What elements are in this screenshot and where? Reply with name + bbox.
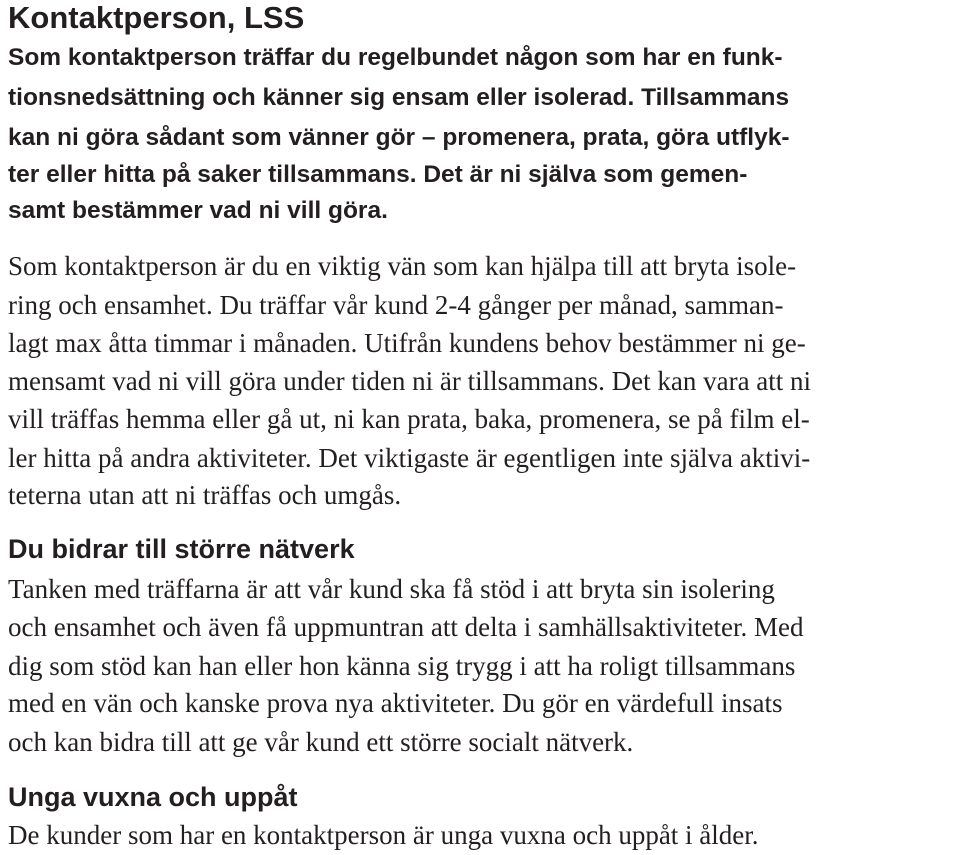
paragraph-line: Tanken med träffarna är att vår kund ska få stöd i att bryta sin isolering [8,574,775,604]
paragraph-line: vill träffas hemma eller gå ut, ni kan prata, baka, promenera, se på film el- [8,404,810,434]
lead-line: kan ni göra sådant som vänner gör – promenera, prata, göra utflyk- [8,124,790,151]
lead-line: tionsnedsättning och känner sig ensam eller isolerad. Tillsammans [8,84,790,111]
paragraph-line: ler hitta på andra aktiviteter. Det viktigaste är egentligen inte själva aktivi- [8,443,811,473]
page-title: Kontaktperson, LSS [8,0,305,35]
paragraph-line: med en vän och kanske prova nya aktiviteter. Du gör en värdefull insats [8,688,783,718]
paragraph-line: Som kontaktperson är du en viktig vän som kan hjälpa till att bryta isole- [8,251,797,281]
paragraph-line: De kunder som har en kontaktperson är unga vuxna och uppåt i ålder. [8,820,759,850]
lead-line: ter eller hitta på saker tillsammans. Det är ni själva som gemen- [8,161,748,188]
paragraph-line: och kan bidra till att ge vår kund ett större socialt nätverk. [8,727,634,757]
lead-line: samt bestämmer vad ni vill göra. [8,197,388,224]
paragraph-line: ring och ensamhet. Du träffar vår kund 2-4 gånger per månad, samman- [8,290,784,320]
paragraph-line: mensamt vad ni vill göra under tiden ni är tillsammans. Det kan vara att ni [8,366,812,396]
paragraph-line: lagt max åtta timmar i månaden. Utifrån kundens behov bestämmer ni ge- [8,328,806,358]
section-heading-young-adults: Unga vuxna och uppåt [8,782,298,812]
lead-line: Som kontaktperson träffar du regelbundet någon som har en funk- [8,44,783,71]
paragraph-line: dig som stöd kan han eller hon känna sig trygg i att ha roligt tillsammans [8,651,796,681]
paragraph-line: teterna utan att ni träffas och umgås. [8,480,402,510]
section-heading-network: Du bidrar till större nätverk [8,534,355,564]
paragraph-line: och ensamhet och även få uppmuntran att delta i samhällsaktiviteter. Med [8,612,804,642]
